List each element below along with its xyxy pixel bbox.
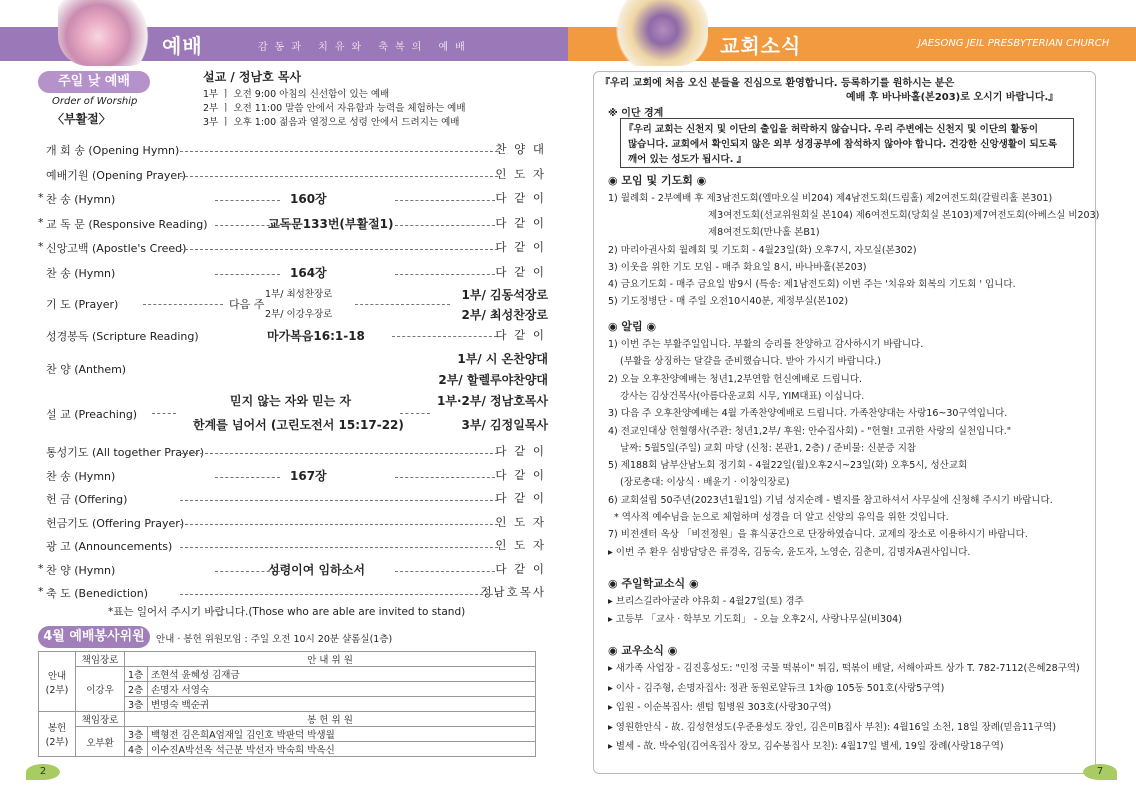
news-line: 3) 이웃을 위한 기도 모임 - 매주 화요일 8시, 바나바홀(본203) — [608, 261, 867, 273]
offer-names: 백형전 김은희A엄재일 김인호 박판덕 박생월 — [148, 727, 536, 742]
page-number: 2 — [26, 764, 60, 780]
page-title: 교회소식 — [720, 34, 802, 58]
prayer-label: 기 도 (Prayer) — [46, 298, 119, 311]
order-item-label: 찬 송 (Hymn) — [46, 266, 116, 280]
stand-marker: * — [38, 191, 44, 204]
welcome-line-1: 『우리 교회에 처음 오신 분들을 진심으로 환영합니다. 등록하기를 원하시는 분은 — [600, 78, 955, 89]
news-line: 3) 다음 주 오후찬양예배는 4월 가족찬양예배로 드립니다. 가족찬양대는 사랑16~30구역입니다. — [608, 408, 1008, 420]
order-item-label: 예배기원 (Opening Prayer) — [46, 168, 186, 182]
news-line: 5) 제188회 남부산남노회 정기회 - 4월22일(월)오후2시~23일(화) 오후5시, 성산교회 — [608, 460, 968, 472]
dotted-leader — [180, 547, 498, 548]
news-line: 7) 비전센터 옥상 「비전정원」을 휴식공간으로 단장하였습니다. 교제의 장소로 이용하시기 바랍니다. — [608, 529, 1028, 541]
news-line: ▸ 새가족 사업장 - 김진홍성도: "인정 국물 떡볶이" 튀김, 떡볶이 배달, 서해아파트 상가 T. 782-7112(은혜28구역) — [608, 663, 1080, 674]
news-line: ▸ 영원한안식 - 故. 김성현성도(우준용성도 장인, 김은미B집사 부친): 4월16일 소천, 18일 장례(믿음11구역) — [608, 721, 1057, 733]
scripture-by: 다 같 이 — [495, 328, 546, 342]
section-pill: 주일 낮 예배 — [38, 71, 150, 93]
committee-pill: 4월 예배봉사위원 — [38, 626, 150, 648]
offer-header: 봉 헌 위 원 — [125, 712, 536, 727]
order-item-leader: 인 도 자 — [495, 538, 546, 552]
news-line: (부활을 상징하는 달걀을 준비했습니다. 받아 가시기 바랍니다.) — [620, 356, 881, 368]
anthem-1: 1부/ 시 온찬양대 — [457, 352, 548, 366]
prayer-next-1: 1부/ 최성찬장로 — [265, 289, 333, 300]
service-2: 2부 ㅣ 오전 11:00 말씀 안에서 자유함과 능력을 체험하는 예배 — [203, 103, 466, 114]
page-number: 7 — [1083, 764, 1117, 780]
news-header — [568, 27, 1136, 61]
order-item-label: 헌금기도 (Offering Prayer) — [46, 516, 185, 530]
order-item-value: 160장 — [290, 192, 327, 206]
dotted-leader — [180, 594, 498, 595]
section-notices: ◉ 알림 ◉ — [608, 320, 657, 333]
scripture-text: 마가복음16:1-18 — [267, 329, 365, 343]
dotted-leader — [143, 304, 223, 305]
floor: 3층 — [125, 727, 148, 742]
warning-title: ※ 이단 경계 — [608, 108, 664, 119]
order-item-leader: 다 같 이 — [495, 467, 546, 482]
news-line: 4) 금요기도회 - 매주 금요일 밤9시 (특송: 제1남전도회) 이번 주는 '치유와 회복의 기도회 ' 입니다. — [608, 279, 1016, 290]
order-item-value: 167장 — [290, 468, 327, 483]
order-of-worship: Order of Worship — [52, 96, 138, 107]
news-line: 5) 기도정병단 - 매 주일 오전10시40분, 제정부실(본102) — [608, 296, 849, 308]
order-item-label: 축 도 (Benediction) — [46, 587, 149, 600]
guide-header: 안 내 위 원 — [125, 652, 536, 667]
order-item-label: 찬 송 (Hymn) — [46, 469, 116, 483]
dotted-leader — [180, 453, 498, 454]
prayer-2: 2부/ 최성찬장로 — [461, 308, 548, 322]
dotted-leader — [355, 304, 450, 305]
offer-group: 봉헌 (2부) — [39, 712, 76, 757]
guide-names: 손명자 서영숙 — [148, 682, 536, 697]
order-item-leader: 다 같 이 — [495, 240, 546, 254]
stand-marker: * — [38, 561, 44, 575]
news-line: ▸ 이번 주 환우 심방담당은 류경옥, 김동숙, 윤도자, 노영순, 김춘미, 김명자A권사입니다. — [608, 546, 971, 558]
scripture-label: 성경봉독 (Scripture Reading) — [46, 330, 199, 343]
dotted-leader — [395, 225, 495, 226]
sermon-scripture: 한계를 넘어서 (고린도전서 15:17-22) — [193, 418, 404, 432]
warning-line: 깨어 있는 성도가 됩시다. 』 — [628, 154, 747, 165]
stand-marker: * — [38, 585, 44, 598]
next-week: 다음 주 — [229, 298, 265, 311]
dotted-leader — [395, 477, 495, 478]
dotted-leader — [395, 200, 495, 201]
prayer-next-2: 2부/ 이강우장로 — [265, 309, 333, 320]
news-line: 6) 교회설립 50주년(2023년1월1일) 기념 성지순례 - 별지를 참고하셔서 사무실에 신청해 주시기 바랍니다. — [608, 494, 1053, 506]
order-item-label: 신앙고백 (Apostle's Creed) — [46, 242, 187, 255]
order-item-leader: 다 같 이 — [495, 491, 546, 505]
offer-leader: 오부환 — [76, 727, 125, 757]
flower-image — [608, 0, 708, 66]
news-line: (장로총대: 이상식 · 배윤기 · 이창익장로) — [620, 477, 790, 489]
leader-header: 책임장로 — [76, 652, 125, 667]
order-item-leader: 인 도 자 — [495, 514, 546, 529]
order-item-leader: 인 도 자 — [495, 166, 546, 181]
guide-group: 안내 (2부) — [39, 652, 76, 712]
news-line: 제3여전도회(선교위원회실 본104) 제6여전도회(당회실 본103)제7여전도회(아베스실 비203) — [708, 210, 1100, 222]
dotted-leader — [152, 413, 176, 414]
news-line: * 역사적 예수님을 눈으로 체험하며 성경을 더 알고 신앙의 유익을 위한 것입니다. — [614, 512, 949, 523]
dotted-leader — [180, 500, 498, 501]
church-name: JAESONG JEIL PRESBYTERIAN CHURCH — [918, 38, 1110, 49]
service-3: 3부 ㅣ 오후 1:00 젊음과 열정으로 성령 안에서 드려지는 예배 — [203, 117, 460, 128]
warning-line: 많습니다. 교회에서 확인되지 않은 외부 성경공부에 참석하지 않아야 합니다. 건강한 신앙생활이 되도록 — [628, 139, 1058, 150]
order-item-label: 개 회 송 (Opening Hymn) — [46, 144, 180, 157]
order-item-label: 통성기도 (All together Prayer) — [46, 446, 205, 459]
floor: 1층 — [125, 667, 148, 682]
welcome-line-2: 예배 후 바나바홀(본203)로 오시기 바랍니다.』 — [846, 92, 1059, 103]
news-line: 1) 이번 주는 부활주일입니다. 부활의 승리를 찬양하고 감사하시기 바랍니다. — [608, 339, 924, 350]
dotted-leader — [180, 151, 498, 152]
section-meetings: ◉ 모임 및 기도회 ◉ — [608, 174, 707, 187]
flower-image — [58, 0, 158, 66]
preaching-label: 설 교 (Preaching) — [46, 408, 138, 421]
order-item-leader: 찬 양 대 — [495, 142, 546, 156]
news-line: 2) 오늘 오후찬양예배는 청년1,2부연합 헌신예배로 드립니다. — [608, 373, 863, 385]
order-item-leader: 다 같 이 — [495, 191, 546, 205]
order-item-value: 교독문133번(부활절1) — [268, 216, 394, 231]
committee-table — [38, 651, 536, 757]
news-line: 4) 전교인대상 헌혈행사(주관: 청년1,2부/ 후원: 안수집사회) - "헌혈! 고귀한 사랑의 실천입니다." — [608, 425, 1012, 437]
floor: 4층 — [125, 742, 148, 757]
anthem-label: 찬 양 (Anthem) — [46, 363, 127, 376]
order-item-value: 164장 — [290, 265, 327, 280]
sermon-by: 설교 / 정남호 목사 — [203, 70, 302, 84]
dotted-leader — [180, 176, 498, 177]
anthem-2: 2부/ 할렐루야찬양대 — [438, 373, 548, 387]
floor: 3층 — [125, 697, 148, 712]
prayer-1: 1부/ 김동석장로 — [461, 288, 548, 302]
floor: 2층 — [125, 682, 148, 697]
footnote: *표는 일어서 주시기 바랍니다.(Those who are able are invited to stand) — [108, 606, 466, 618]
worship-header — [0, 27, 568, 61]
sermon-title: 믿지 않는 자와 믿는 자 — [230, 394, 352, 408]
order-item-label: 찬 송 (Hymn) — [46, 193, 116, 206]
news-line: ▸ 고등부 「교사 · 학부모 기도회」 - 오늘 오후2시, 사랑나무실(비304) — [608, 613, 902, 625]
news-line: ▸ 입원 - 이순복집사: 센텀 힘병원 303호(사랑30구역) — [608, 702, 832, 713]
stand-marker: * — [38, 240, 44, 253]
order-item-label: 광 고 (Announcements) — [46, 540, 173, 553]
dotted-leader — [215, 477, 280, 478]
news-line: ▸ 브리스길라아굴라 야유회 - 4월27일(토) 경주 — [608, 596, 804, 607]
warning-line: 『우리 교회는 신천지 및 이단의 출입을 허락하지 않습니다. 우리 주변에는 신천지 및 이단의 활동이 — [624, 124, 1039, 135]
service-1: 1부 ㅣ 오전 9:00 아침의 신선함이 있는 예배 — [203, 89, 390, 100]
preacher-1: 1부·2부/ 정남호목사 — [437, 394, 548, 408]
guide-names: 조현석 윤혜성 김재금 — [148, 667, 536, 682]
order-item-leader: 다 같 이 — [495, 264, 546, 279]
order-item-leader: 다 같 이 — [495, 444, 546, 458]
dotted-leader — [180, 524, 498, 525]
news-line: 강사는 김상건목사(아름다운교회 시무, YIM대표) 이십니다. — [620, 390, 865, 402]
dotted-leader — [392, 336, 497, 337]
order-item-leader: 다 같 이 — [495, 561, 546, 576]
order-item-leader: 정남호목사 — [480, 585, 546, 599]
occasion: 〈부활절〉 — [52, 112, 111, 126]
leader-header: 책임장로 — [76, 712, 125, 727]
news-line: 제8여전도회(만나홀 본B1) — [708, 227, 820, 239]
news-line: ▸ 별세 - 故. 박수임(김여옥집사 장모, 김수봉집사 모친): 4월17일 별세, 19일 장례(사랑18구역) — [608, 741, 1004, 752]
section-sunday-school: ◉ 주일학교소식 ◉ — [608, 577, 699, 590]
news-line: 2) 마리아권사회 월례회 및 기도회 - 4월23일(화) 오후7시, 자모실(본302) — [608, 244, 917, 256]
news-line: 1) 월례회 - 2부예배 후 제3남전도회(엘마오실 비204) 제4남전도회(드림홀) 제2여전도회(갈릴리홀 본301) — [608, 193, 1053, 204]
dotted-leader — [215, 200, 280, 201]
dotted-leader — [215, 274, 280, 275]
order-item-leader: 다 같 이 — [495, 215, 546, 230]
guide-leader: 이강우 — [76, 667, 125, 712]
order-item-label: 찬 양 (Hymn) — [46, 563, 116, 577]
dotted-leader — [180, 249, 498, 250]
stand-marker: * — [38, 215, 44, 229]
preacher-2: 3부/ 김정일목사 — [461, 418, 548, 432]
order-item-value: 성령이여 임하소서 — [268, 562, 365, 577]
offer-names: 이수진A박선옥 석근분 박선자 박숙희 박옥신 — [148, 742, 536, 757]
dotted-leader — [395, 571, 495, 572]
right-page — [568, 0, 1136, 789]
order-item-label: 교 독 문 (Responsive Reading) — [46, 217, 208, 231]
page-title: 예배 — [162, 34, 203, 58]
order-item-label: 헌 금 (Offering) — [46, 493, 128, 506]
news-line: ▸ 이사 - 김주형, 손명자집사: 정관 동원로얄듀크 1차@ 105동 501호(사랑5구역) — [608, 682, 945, 694]
dotted-leader — [400, 413, 430, 414]
news-line: 날짜: 5월5일(주일) 교회 마당 (신청: 본관1, 2층) / 준비물: 신분증 지참 — [620, 442, 917, 454]
section-members: ◉ 교우소식 ◉ — [608, 644, 678, 657]
header-subtitle: 감동과 치유와 축복의 예배 — [258, 42, 472, 53]
guide-names: 변명숙 백순귀 — [148, 697, 536, 712]
committee-note: 안내 · 봉헌 위원모임 : 주일 오전 10시 20분 샬롬실(1층) — [156, 634, 393, 645]
dotted-leader — [395, 274, 495, 275]
